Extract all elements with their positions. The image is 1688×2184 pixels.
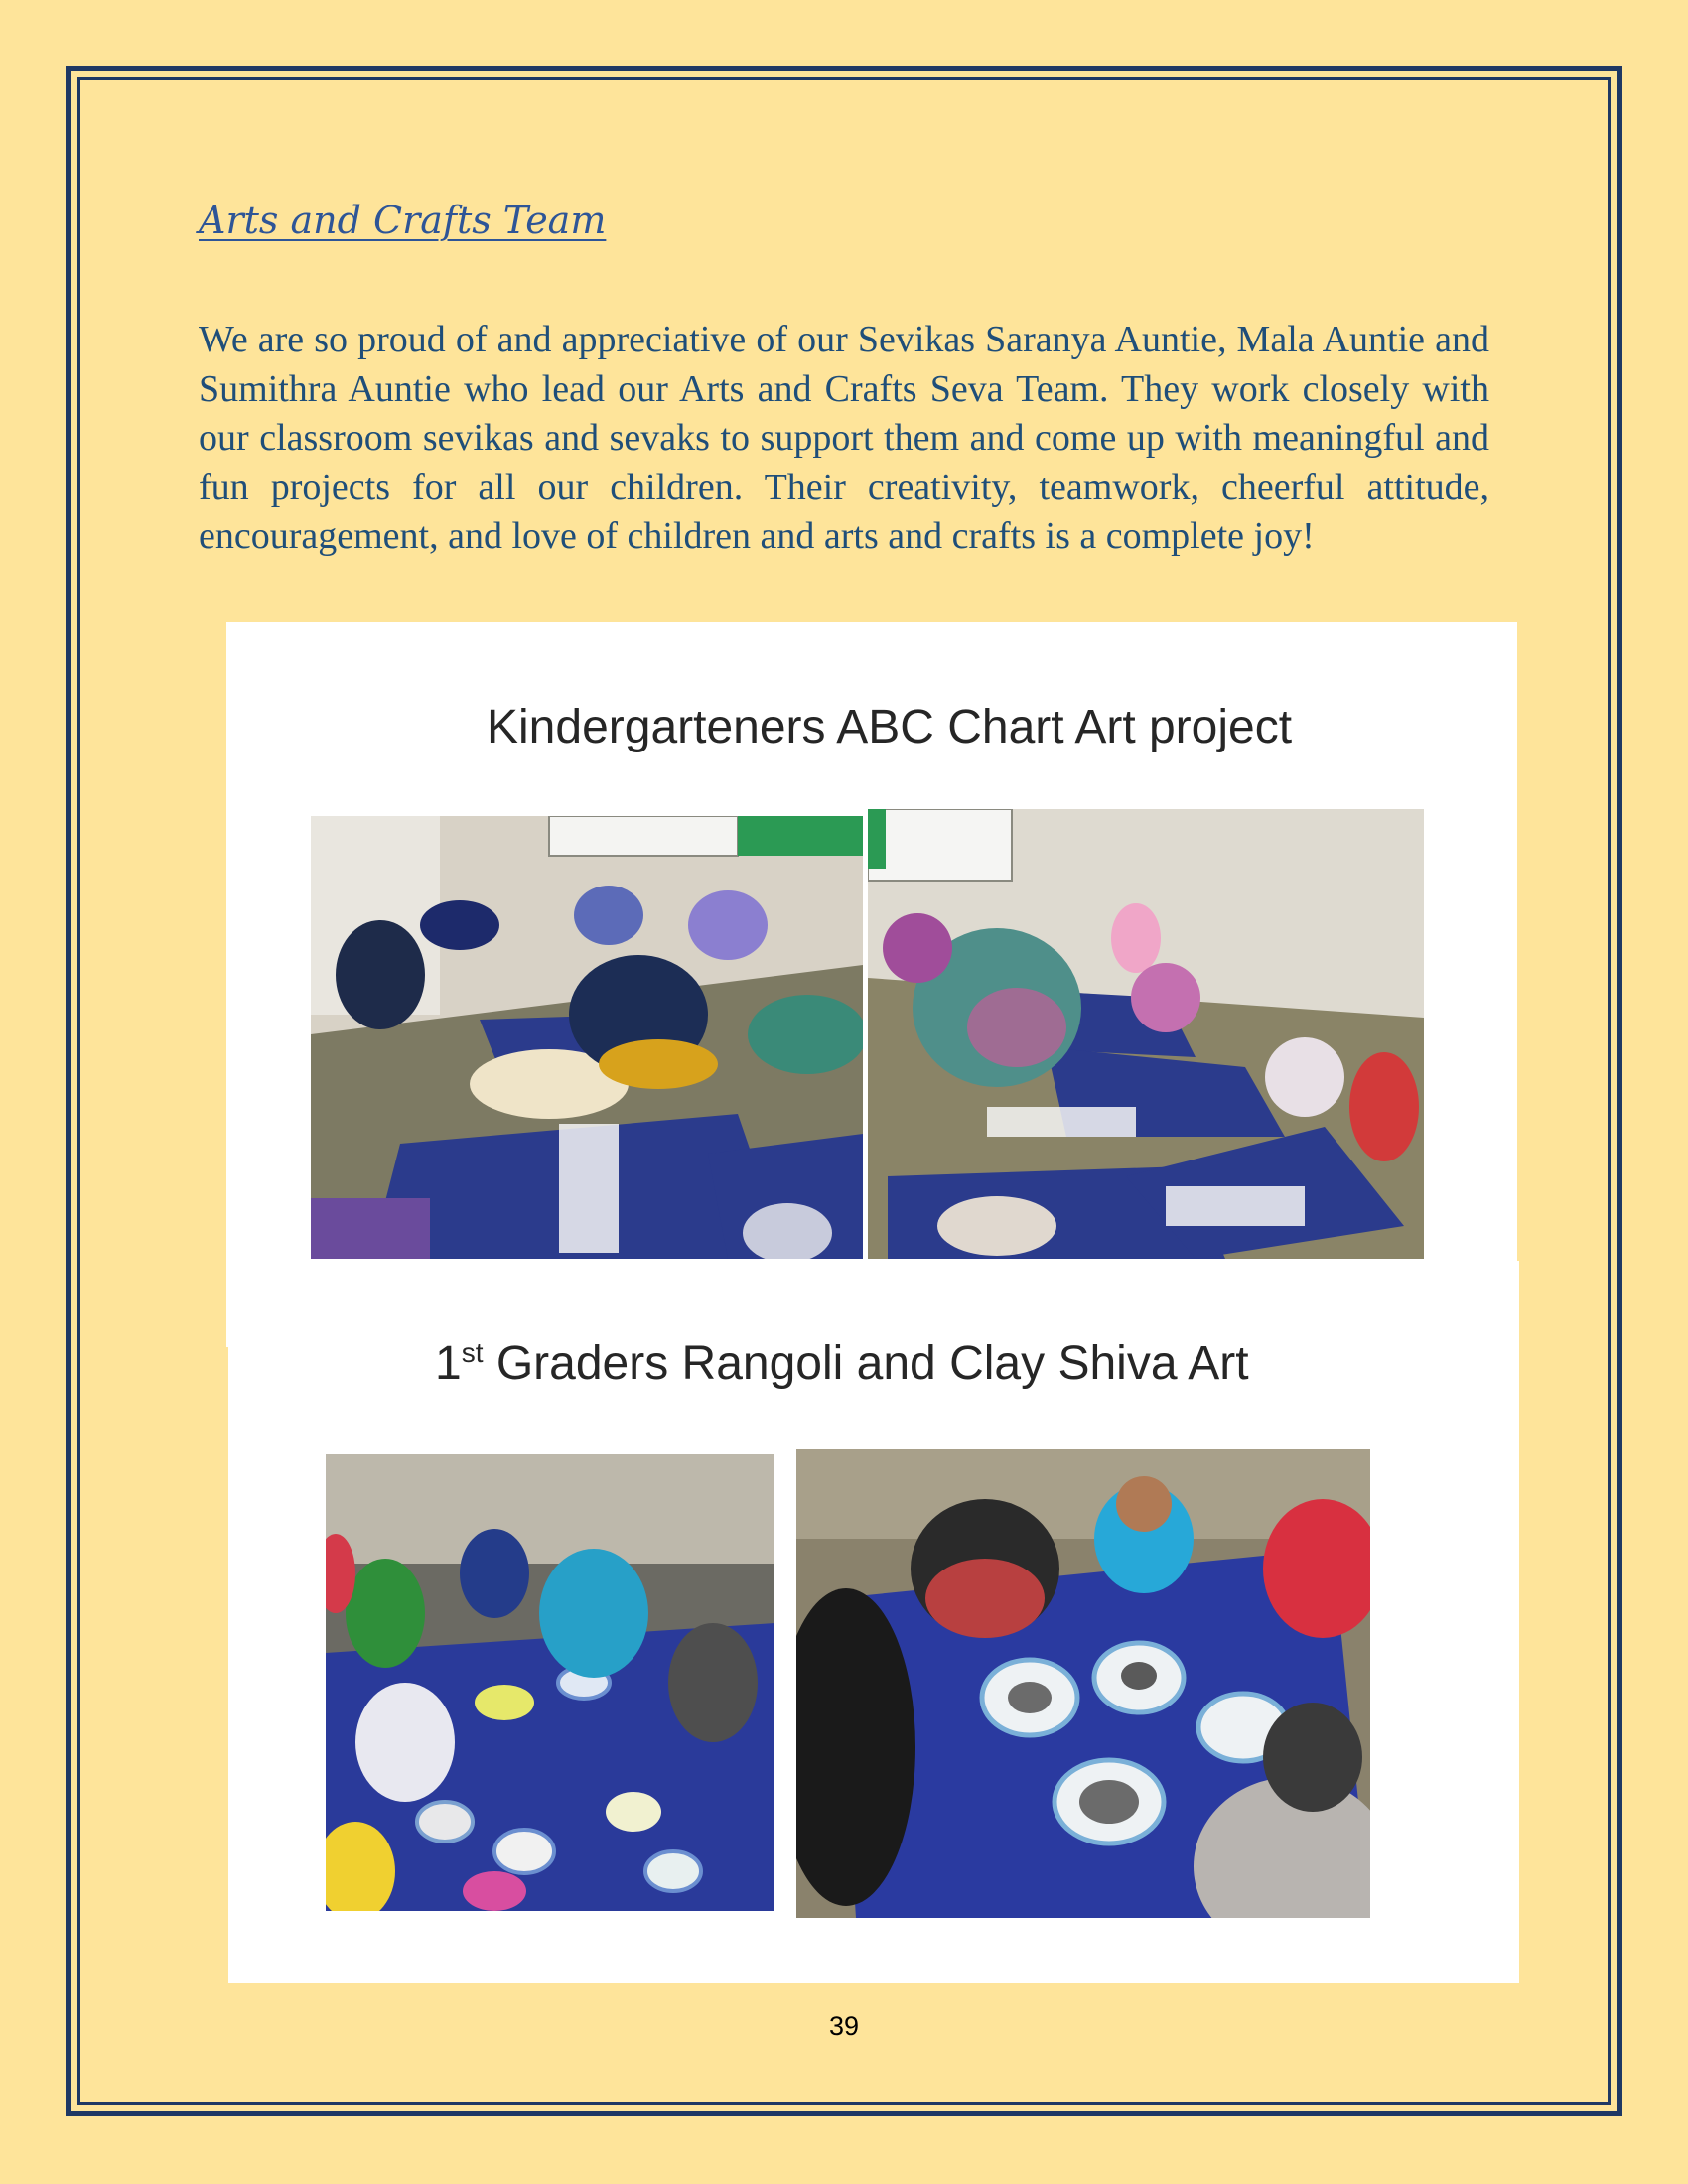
section-heading: Arts and Crafts Team — [199, 199, 607, 242]
kindergarten-photo-right — [868, 809, 1424, 1259]
body-paragraph: We are so proud of and appreciative of our Sevikas Saranya Auntie, Mala Auntie and Sumithra Auntie who lead our Arts and Crafts Seva Team. They work closely with our classroom sevikas and sevaks to support them and come up with meaningful and fun projects for all our children. Their creativity, teamwork, cheerful attitude, encouragement, and love of children and arts and crafts is a complete joy! — [199, 319, 1489, 557]
first-grade-photo-panel — [228, 1261, 1519, 1983]
first-grade-panel-title: 1st Graders Rangoli and Clay Shiva Art — [435, 1337, 1249, 1390]
first-grade-photo-left — [326, 1454, 774, 1911]
page-number: 39 — [828, 2011, 860, 2041]
first-grade-photo-right — [796, 1449, 1370, 1918]
kindergarten-panel-title: Kindergarteners ABC Chart Art project — [487, 701, 1293, 753]
kindergarten-photo-left — [311, 816, 863, 1259]
kindergarten-photo-panel — [226, 622, 1517, 1347]
